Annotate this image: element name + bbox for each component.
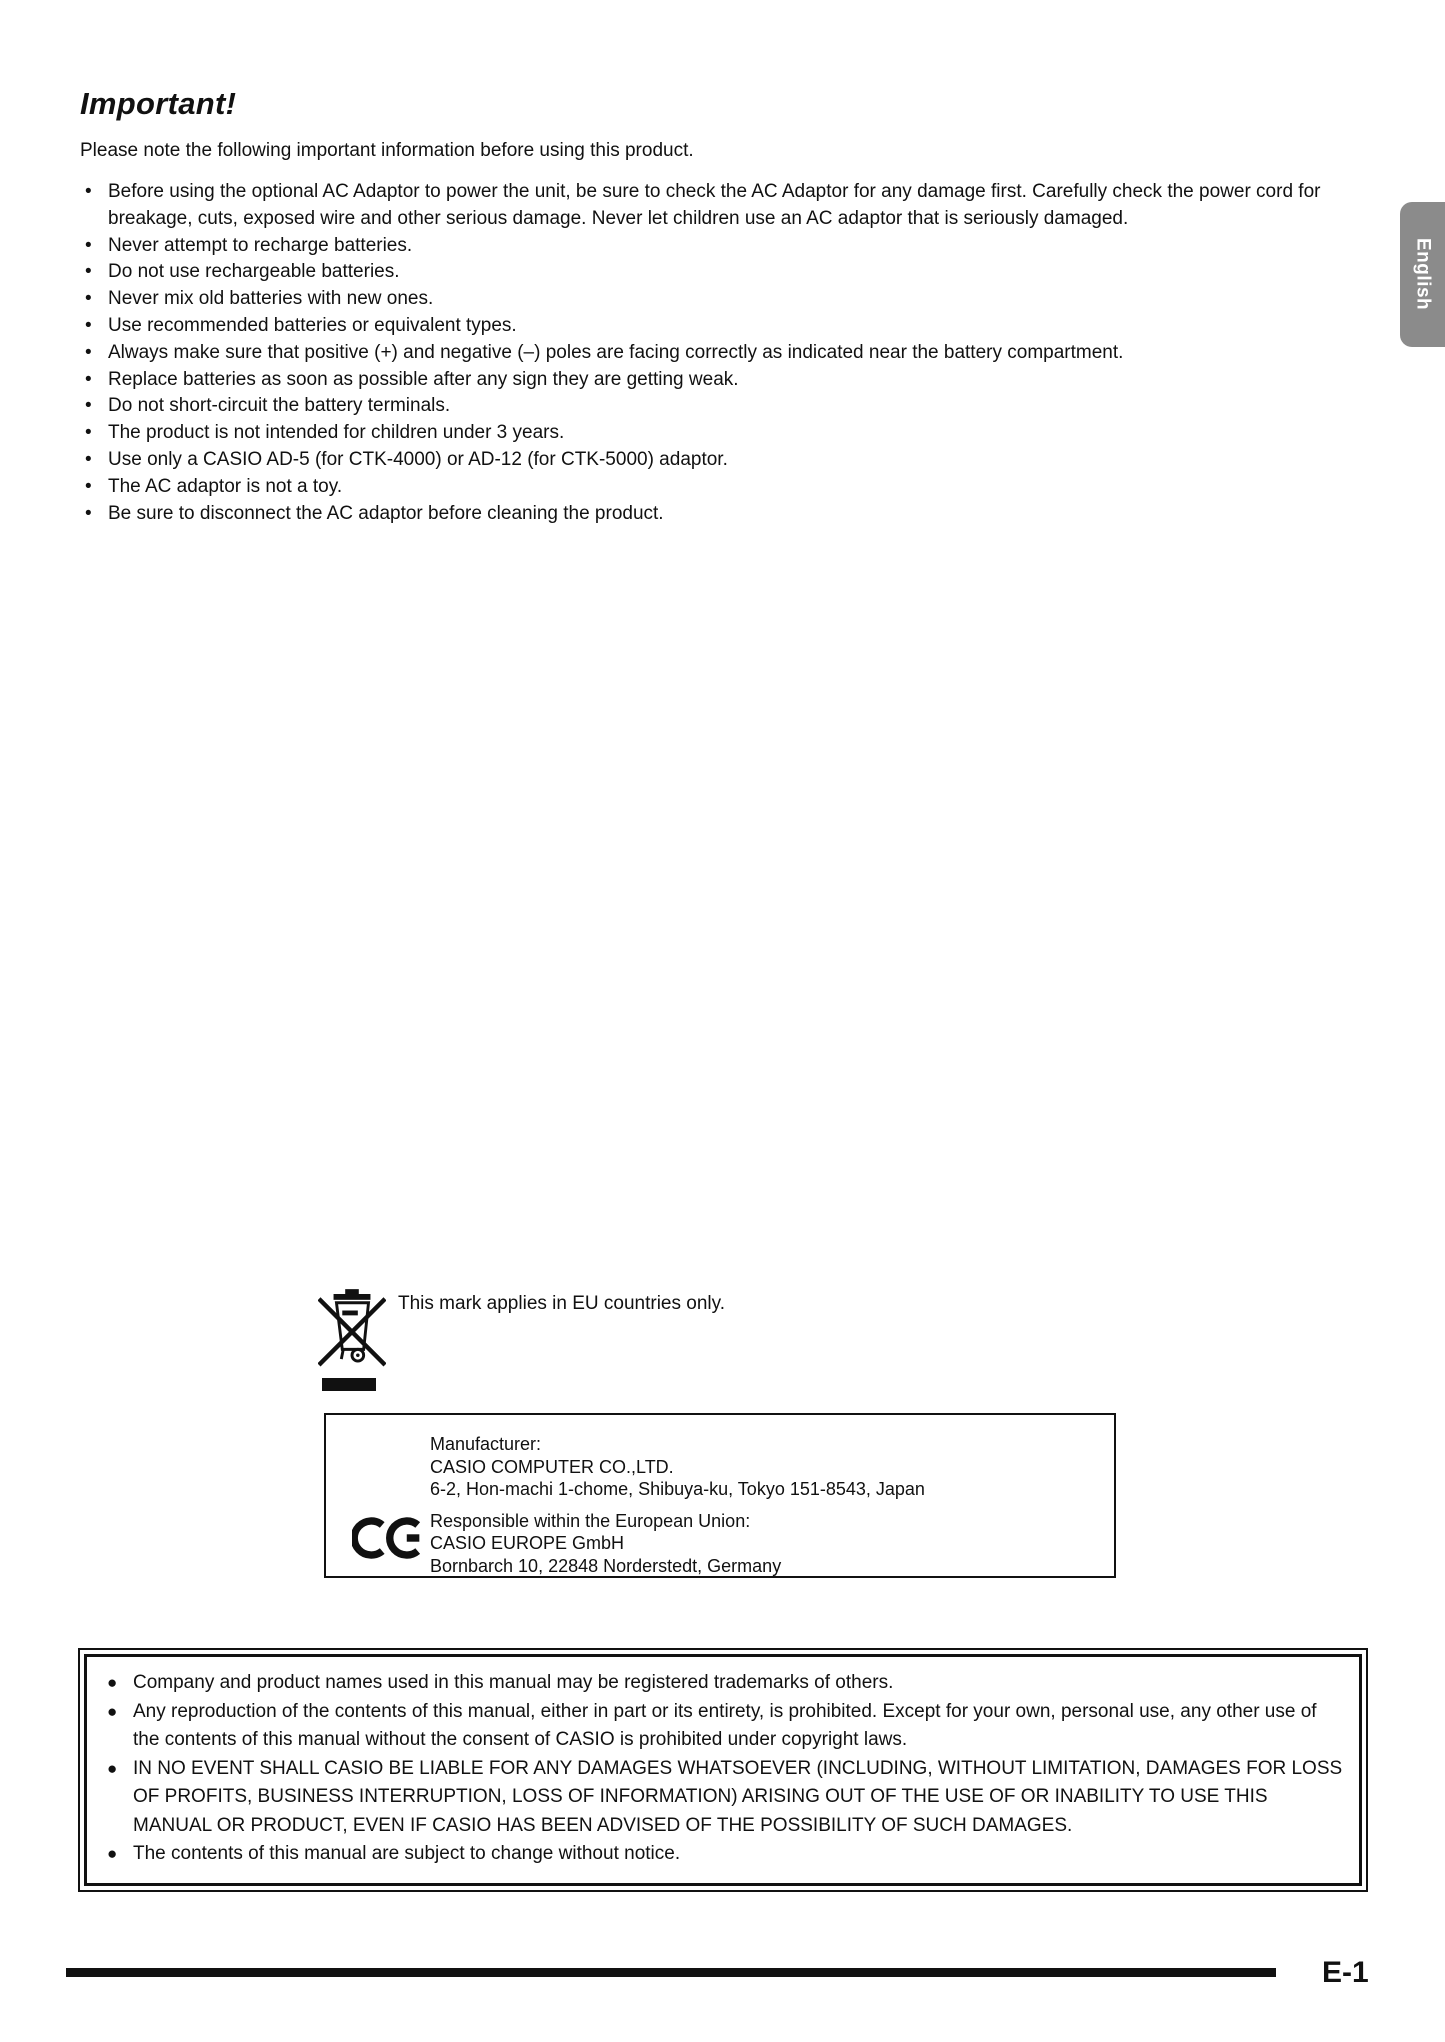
manufacturer-address: 6-2, Hon-machi 1-chome, Shibuya-ku, Tokyo 151-8543, Japan bbox=[430, 1479, 925, 1499]
manufacturer-info bbox=[430, 1433, 925, 1577]
bullet-item: • Do not use rechargeable batteries. bbox=[80, 259, 1372, 286]
weee-solid-bar bbox=[322, 1378, 376, 1391]
bullet-item: • Never attempt to recharge batteries. bbox=[80, 233, 1372, 260]
language-tab-label: English bbox=[1412, 238, 1434, 311]
responsible-address: Bornbarch 10, 22848 Norderstedt, Germany bbox=[430, 1555, 782, 1576]
bullet-item: • Never mix old batteries with new ones. bbox=[80, 286, 1372, 313]
disclaimer-list bbox=[107, 1669, 1343, 1869]
bullet-item: • The product is not intended for children under 3 years. bbox=[80, 420, 1372, 447]
intro-text: Please note the following important information before using this product. bbox=[80, 140, 694, 161]
important-bullet-list bbox=[80, 179, 1372, 527]
disclaimer-box-inner bbox=[84, 1654, 1362, 1886]
bullet-item: • Do not short-circuit the battery terminals. bbox=[80, 393, 1372, 420]
manufacturer-label: Manufacturer: bbox=[430, 1434, 542, 1454]
manufacturer-box bbox=[324, 1413, 1116, 1578]
responsible-name: CASIO EUROPE GmbH bbox=[430, 1533, 625, 1553]
page-title: Important! bbox=[80, 86, 237, 121]
bullet-item: • Use recommended batteries or equivalent types. bbox=[80, 313, 1372, 340]
bullet-item: • Use only a CASIO AD-5 (for CTK-4000) or AD-12 (for CTK-5000) adaptor. bbox=[80, 447, 1372, 474]
bullet-item: • The AC adaptor is not a toy. bbox=[80, 474, 1372, 501]
disclaimer-item: ● IN NO EVENT SHALL CASIO BE LIABLE FOR ANY DAMAGES WHATSOEVER (INCLUDING, WITHOUT LIMITATION, DAMAGES FOR LOSS OF PROFITS, BUSINESS INTERRUPTION, LOSS OF INFORMATION) ARISING OUT OF THE USE OF OR INABILITY TO USE THIS MANUAL OR PRODUCT, EVEN IF CASIO HAS BEEN ADVISED OF THE POSSIBILITY OF SUCH DAMAGES. bbox=[107, 1755, 1343, 1841]
disclaimer-item: ● The contents of this manual are subject to change without notice. bbox=[107, 1840, 1343, 1869]
language-tab-english bbox=[1400, 202, 1445, 347]
eu-mark-note: This mark applies in EU countries only. bbox=[398, 1293, 725, 1314]
bullet-item: • Before using the optional AC Adaptor to power the unit, be sure to check the AC Adaptor for any damage first. Carefully check the power cord for breakage, cuts, exposed wire and other serious damage. Never let children use an AC adaptor that is seriously damaged. bbox=[80, 179, 1372, 233]
bullet-item: • Be sure to disconnect the AC adaptor before cleaning the product. bbox=[80, 501, 1372, 528]
weee-crossed-out-wheeled-bin-icon bbox=[318, 1289, 386, 1372]
page-number: E-1 bbox=[1322, 1956, 1369, 1989]
bullet-item: • Replace batteries as soon as possible after any sign they are getting weak. bbox=[80, 367, 1372, 394]
disclaimer-box bbox=[78, 1648, 1368, 1892]
footer-rule bbox=[66, 1968, 1276, 1977]
disclaimer-item: ● Any reproduction of the contents of this manual, either in part or its entirety, is prohibited. Except for your own, personal use, any other use of the contents of this manual without the consent of CASIO is prohibited under copyright laws. bbox=[107, 1698, 1343, 1755]
responsible-label: Responsible within the European Union: bbox=[430, 1510, 751, 1531]
ce-mark-icon bbox=[352, 1513, 426, 1568]
disclaimer-item: ● Company and product names used in this manual may be registered trademarks of others. bbox=[107, 1669, 1343, 1698]
manufacturer-name: CASIO COMPUTER CO.,LTD. bbox=[430, 1456, 674, 1477]
bullet-item: • Always make sure that positive (+) and negative (–) poles are facing correctly as indicated near the battery compartment. bbox=[80, 340, 1372, 367]
spacer bbox=[430, 1501, 925, 1510]
